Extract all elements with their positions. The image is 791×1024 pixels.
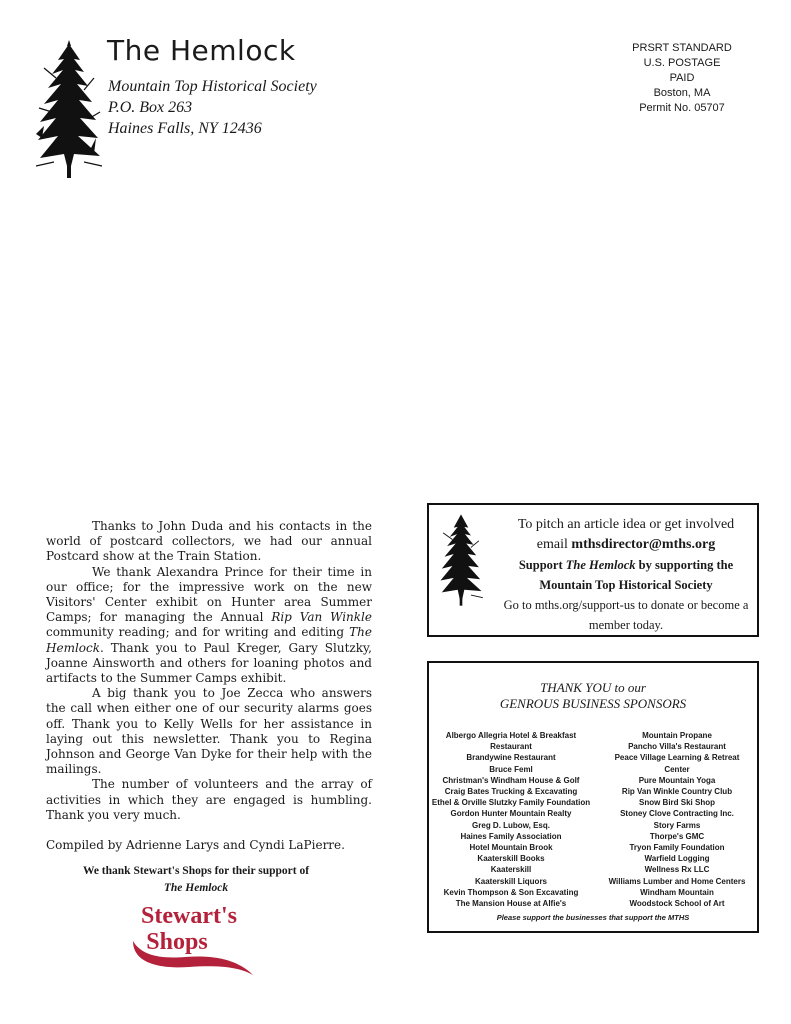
sponsor-name: Kaaterskill Liquors [474,876,548,886]
pitch-org-line: Mountain Top Historical Society [539,578,713,592]
logo-word-stewarts: Stewart's [141,903,237,929]
address-org: Mountain Top Historical Society [108,78,317,95]
sponsors-heading: THANK YOU to our GENROUS BUSINESS SPONSORS [499,680,687,711]
sponsor-name: Windham Mountain [640,887,714,897]
sponsor-name: Stoney Clove Contracting Inc. [620,809,734,819]
pitch-line: To pitch an article idea or get involved [517,517,735,532]
postage-line: Permit No. 05707 [639,102,725,114]
sponsors-footer: Please support the businesses that support the MTHS [496,913,690,922]
sponsor-name: Ethel & Orville Slutzky Family Foundation [431,798,591,808]
sponsor-name: Center [664,764,690,774]
address-po-box: P.O. Box 263 [108,99,193,116]
postage-line: Boston, MA [653,87,711,99]
sponsor-name: Restaurant [490,742,532,752]
sponsor-name: Williams Lumber and Home Centers [608,876,746,886]
logo-word-shops: Shops [146,929,208,955]
sponsor-name: Brandywine Restaurant [466,753,556,763]
sponsor-name: Kaaterskill Books [477,854,545,864]
address-city: Haines Falls, NY 12436 [108,120,262,137]
sponsors-right-column [595,730,759,909]
sponsors-box [427,661,759,933]
article-paragraph: A big thank you to Joe Zecca who answers the call when either one of our security alarms goes off. Thank you to Kelly Wells for her assistance in laying out this newsletter. Thank you to Regina Johnson and George Van Dyke for their help with the mailings. [46,686,372,777]
email-link[interactable]: mthsdirector@mths.org [571,537,716,552]
sponsor-name: Kevin Thompson & Son Excavating [443,887,579,897]
get-involved-box [427,503,759,637]
sponsor-name: Story Farms [653,820,701,830]
sponsor-name: Gordon Hunter Mountain Realty [450,809,572,819]
sponsor-name: Greg D. Lubow, Esq. [472,820,550,830]
return-address [108,76,317,139]
sponsor-name: Kaaterskill [490,865,532,875]
sponsor-name: Warfield Logging [644,854,710,864]
compiled-by: Compiled by Adrienne Larys and Cyndi LaPierre. [46,838,345,853]
sponsor-name: Wellness Rx LLC [644,865,710,875]
postage-line: PRSRT STANDARD [632,42,732,54]
newsletter-title: The Hemlock [107,34,296,67]
article-paragraph: Thanks to John Duda and his contacts in the world of postcard collectors, we had our annual Postcard show at the Train Station. [46,519,372,564]
sponsor-name: Thorpe's GMC [649,831,705,841]
stewarts-shops-logo [129,897,255,977]
pitch-text [495,515,757,635]
sponsor-name: Hotel Mountain Brook [469,843,553,853]
sponsor-name: Haines Family Association [460,831,562,841]
stewarts-thanks-line: We thank Stewart's Shops for their support of [82,865,310,877]
postage-line: U.S. POSTAGE [643,57,721,69]
postage-line: PAID [669,72,695,84]
pitch-donate-line: Go to mths.org/support-us to donate or become a [503,598,749,612]
sponsor-name: Mountain Propane [642,731,712,740]
article-paragraph: The number of volunteers and the array of activities in which they are engaged is humbling. Thank you very much. [46,777,372,822]
sponsor-name: Snow Bird Ski Shop [638,798,715,808]
sponsor-name: Tryon Family Foundation [629,843,725,853]
sponsor-name: Peace Village Learning & Retreat [614,753,740,763]
stewarts-thanks [46,863,346,897]
sponsor-name: Woodstock School of Art [629,899,725,909]
pitch-support-line: Support The Hemlock by supporting the [518,558,734,572]
article-paragraph: We thank Alexandra Prince for their time in our office; for the impressive work on the new Visitors' Center exhibit on Hunter area Summer Camps; for managing the Annual Rip Van Winkle community reading; and for writing and editing The Hemlock. Thank you to Paul Kreger, Gary Slutzky, Joanne Ainsworth and others for loaning photos and artifacts to the Summer Camps exhibit. [46,564,372,686]
pitch-email-line: email mthsdirector@mths.org [536,537,716,552]
sponsor-name: Rip Van Winkle Country Club [621,787,733,797]
postage-indicia [618,41,746,116]
sponsor-name: Albergo Allegria Hotel & Breakfast [445,731,577,740]
sponsor-name: Bruce Feml [489,764,533,774]
sponsors-left-column [429,730,593,909]
sponsor-name: Christman's Windham House & Golf [442,775,580,785]
stewarts-thanks-title: The Hemlock [163,882,229,894]
hemlock-tree-icon [435,513,487,607]
sponsor-name: Pancho Villa's Restaurant [628,742,726,752]
pitch-member-line: member today. [588,618,664,632]
thanks-article [46,519,372,853]
sponsor-name: Craig Bates Trucking & Excavating [444,787,578,797]
sponsor-name: Pure Mountain Yoga [638,775,716,785]
sponsor-name: The Mansion House at Alfie's [455,899,567,909]
hemlock-tree-logo [34,38,104,180]
